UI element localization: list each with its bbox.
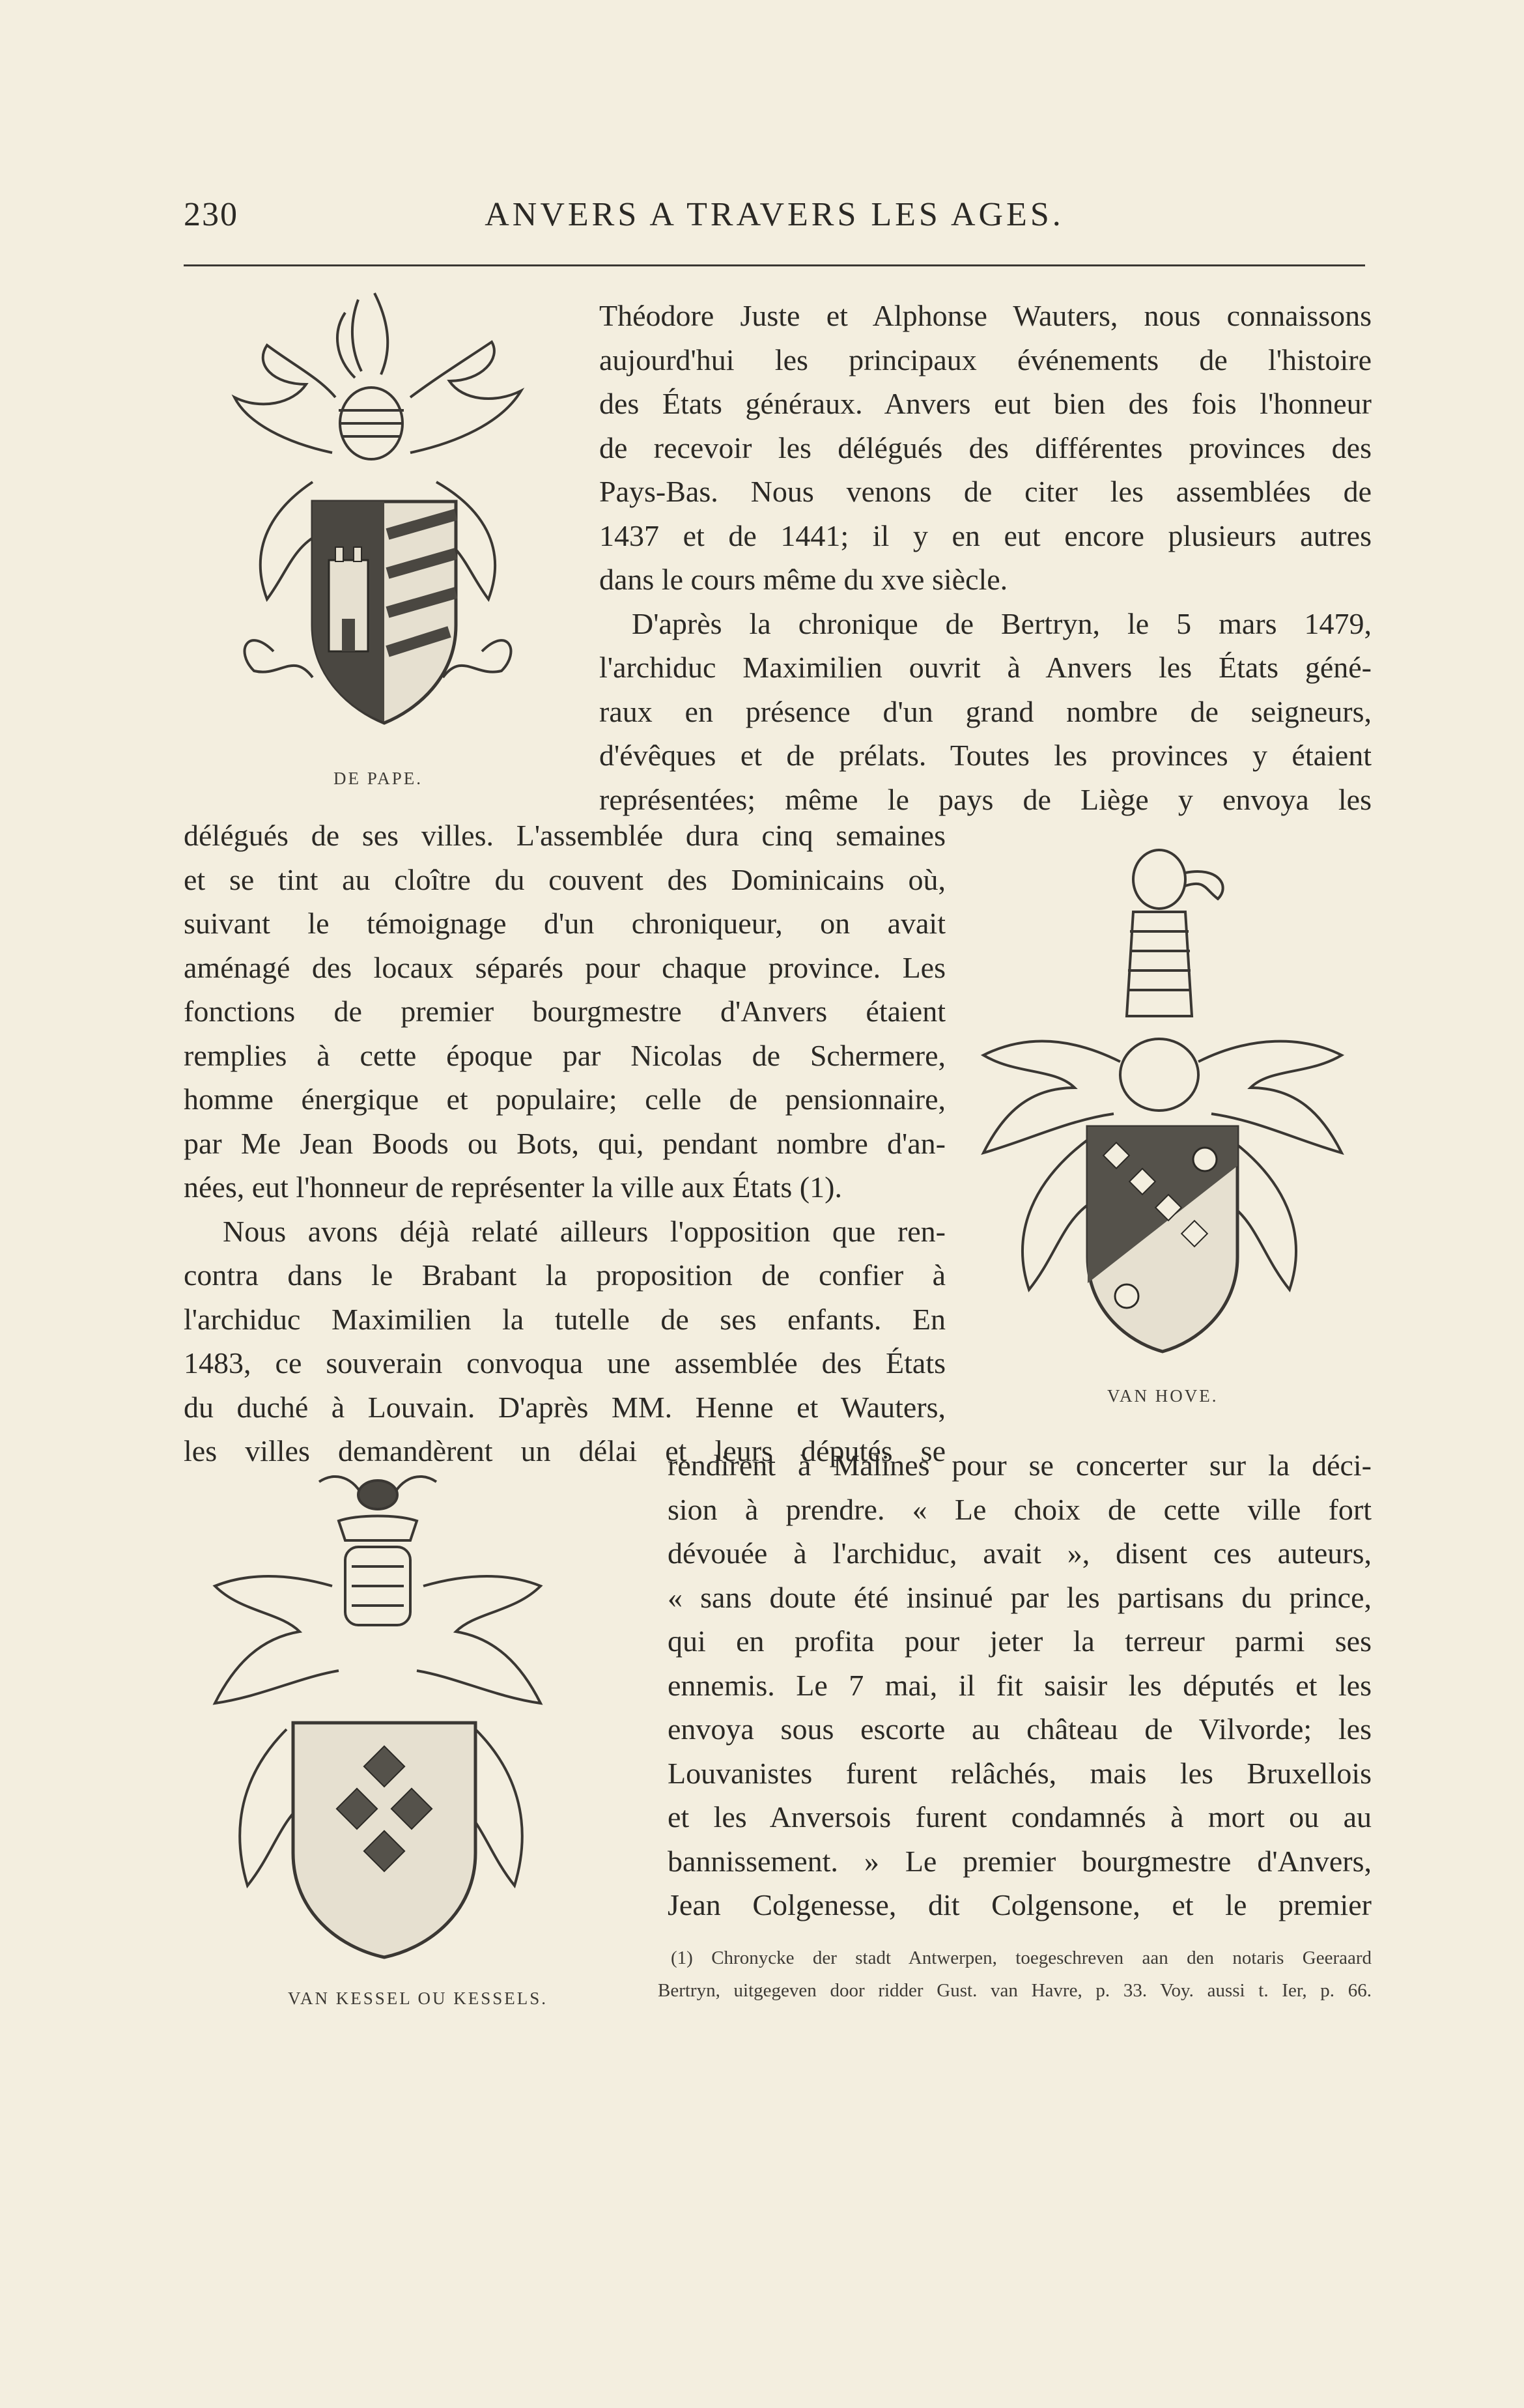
- text-line: l'archiduc Maximilien ouvrit à Anvers les États géné-: [599, 651, 1372, 684]
- text-line: remplies à cette époque par Nicolas de Schermere,: [184, 1038, 946, 1072]
- text-line: du duché à Louvain. D'après MM. Henne et Wauters,: [184, 1390, 946, 1424]
- caption-de-pape: DE PAPE.: [333, 769, 423, 788]
- text-line: raux en présence d'un grand nombre de seigneurs,: [599, 694, 1372, 728]
- text-line: de recevoir les délégués des différentes provinces des: [599, 431, 1372, 464]
- text-line: Jean Colgenesse, dit Colgensone, et le premier: [668, 1888, 1372, 1921]
- footnote-line: (1) Chronycke der stadt Antwerpen, toegeschreven aan den notaris Geeraard: [671, 1948, 1372, 1968]
- text-line: qui en profita pour jeter la terreur parmi ses: [668, 1624, 1372, 1658]
- text-line: aménagé des locaux séparés pour chaque province. Les: [184, 950, 946, 984]
- header-rule: [184, 264, 1365, 266]
- text-line: Pays-Bas. Nous venons de citer les assemblées de: [599, 475, 1372, 508]
- paragraph-block-3: [668, 1443, 1372, 1927]
- text-line: Théodore Juste et Alphonse Wauters, nous connaissons: [599, 299, 1372, 332]
- footnote-line: Bertryn, uitgegeven door ridder Gust. van Havre, p. 33. Voy. aussi t. Ier, p. 66.: [658, 1980, 1372, 2001]
- caption-van-kessel: VAN KESSEL OU KESSELS.: [288, 1989, 548, 2008]
- footnote: [658, 1942, 1372, 2007]
- paragraph-block-1: [599, 294, 1372, 821]
- text-line: et se tint au cloître du couvent des Dominicains où,: [184, 862, 946, 896]
- text-line: ennemis. Le 7 mai, il fit saisir les députés et les: [668, 1668, 1372, 1702]
- running-title: ANVERS A TRAVERS LES AGES.: [485, 196, 1064, 233]
- crest-van-hove: [957, 840, 1368, 1361]
- page-header: [184, 195, 1365, 248]
- text-line: dans le cours même du xve siècle.: [599, 563, 1008, 596]
- text-line: dévouée à l'archiduc, avait », disent ces auteurs,: [668, 1537, 1372, 1570]
- text-line: par Me Jean Boods ou Bots, qui, pendant nombre d'an-: [184, 1126, 946, 1160]
- text-line: contra dans le Brabant la proposition de confier à: [184, 1258, 946, 1292]
- text-line: suivant le témoignage d'un chroniqueur, on avait: [184, 907, 946, 940]
- text-line: sion à prendre. « Le choix de cette ville fort: [668, 1492, 1372, 1526]
- text-line: délégués de ses villes. L'assemblée dura cinq semaines: [184, 819, 946, 852]
- text-line: d'évêques et de prélats. Toutes les provinces y étaient: [599, 739, 1372, 772]
- text-line: les villes demandèrent un délai et leurs députés se: [184, 1434, 946, 1467]
- text-line: rendirent à Malines pour se concerter sur la déci-: [668, 1449, 1372, 1482]
- text-line: envoya sous escorte au château de Vilvorde; les: [668, 1712, 1372, 1746]
- text-line: « sans doute été insinué par les partisans du prince,: [668, 1580, 1372, 1614]
- caption-van-hove: VAN HOVE.: [1107, 1386, 1219, 1406]
- text-line: homme énergique et populaire; celle de pensionnaire,: [184, 1083, 946, 1116]
- crest-van-kessel: [189, 1456, 573, 1970]
- page-number: 230: [184, 196, 238, 233]
- text-line: 1483, ce souverain convoqua une assemblée des États: [184, 1346, 946, 1380]
- paragraph-block-2: [184, 814, 946, 1473]
- text-line: aujourd'hui les principaux événements de l'histoire: [599, 343, 1372, 376]
- text-line: Louvanistes furent relâchés, mais les Bruxellois: [668, 1756, 1372, 1790]
- text-line: des États généraux. Anvers eut bien des fois l'honneur: [599, 387, 1372, 420]
- text-line: 1437 et de 1441; il y en eut encore plusieurs autres: [599, 518, 1372, 552]
- text-line: nées, eut l'honneur de représenter la ville aux États (1).: [184, 1170, 842, 1204]
- crest-de-pape: [195, 287, 560, 756]
- text-line: bannissement. » Le premier bourgmestre d'Anvers,: [668, 1844, 1372, 1878]
- text-line: Nous avons déjà relaté ailleurs l'opposition que ren-: [223, 1214, 946, 1248]
- text-line: et les Anversois furent condamnés à mort ou au: [668, 1800, 1372, 1834]
- text-line: représentées; même le pays de Liège y envoya les: [599, 782, 1372, 816]
- text-line: l'archiduc Maximilien la tutelle de ses enfants. En: [184, 1302, 946, 1336]
- text-line: D'après la chronique de Bertryn, le 5 mars 1479,: [632, 606, 1372, 640]
- text-line: fonctions de premier bourgmestre d'Anvers étaient: [184, 995, 946, 1028]
